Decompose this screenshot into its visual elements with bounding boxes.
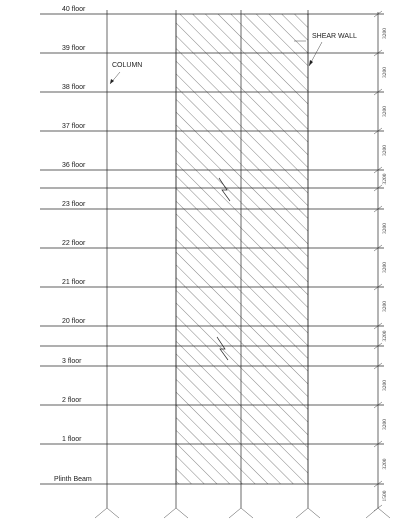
column-annotation	[110, 62, 142, 84]
floor-label: Plinth Beam	[54, 476, 92, 483]
dimension-value: 3200	[382, 67, 388, 78]
dimension-value: 3200	[382, 223, 388, 234]
dimension-value: 3200	[382, 173, 388, 185]
floor-label: 21 floor	[62, 279, 86, 286]
floor-label: 3 floor	[62, 358, 82, 365]
floor-label: 37 floor	[62, 123, 86, 130]
floor-label: 22 floor	[62, 240, 86, 247]
dimension-value: 3200	[382, 330, 388, 342]
dimension-value: 3200	[382, 419, 388, 430]
floor-label: 1 floor	[62, 436, 82, 443]
floor-label: 36 floor	[62, 162, 86, 169]
dimension-value: 3200	[382, 380, 388, 391]
shear-wall	[176, 14, 308, 484]
dimension-value: 3200	[382, 28, 388, 39]
dimension-chain	[374, 11, 388, 511]
floor-label: 23 floor	[62, 201, 86, 208]
floor-label: 20 floor	[62, 318, 86, 325]
floor-label: 40 floor	[62, 6, 86, 13]
floor-label: 2 floor	[62, 397, 82, 404]
dimension-value: 3200	[382, 106, 388, 117]
floor-label: 39 floor	[62, 45, 86, 52]
floor-label: 38 floor	[62, 84, 86, 91]
dimension-value: 1500	[382, 490, 388, 502]
footings	[95, 508, 390, 518]
column-label: COLUMN	[112, 62, 143, 69]
dimension-value: 3200	[382, 145, 388, 156]
dimension-value: 3200	[382, 458, 388, 470]
dimension-value: 3200	[382, 301, 388, 312]
dimension-value: 3200	[382, 262, 388, 273]
shear-wall-label: SHEAR WALL	[312, 33, 357, 40]
